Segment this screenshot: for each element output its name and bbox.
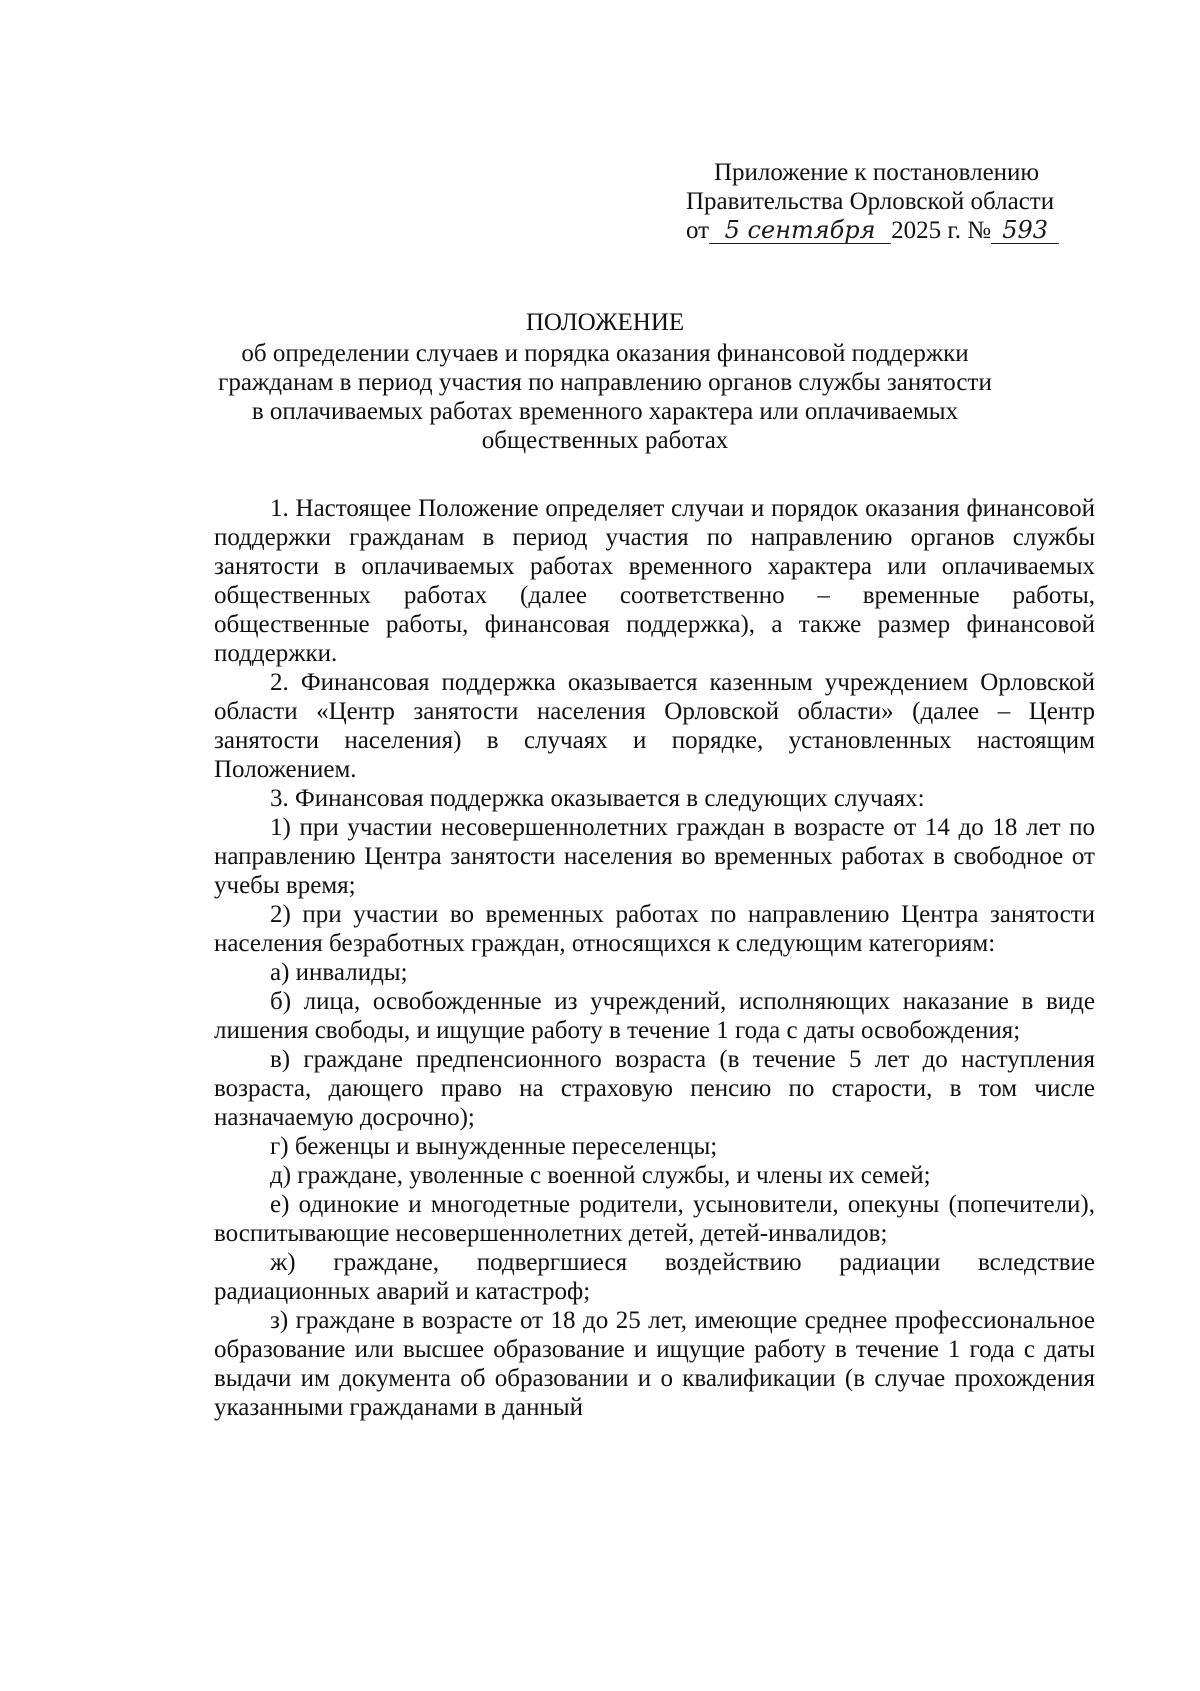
document-title-block bbox=[180, 308, 1030, 455]
appendix-line-1: Приложение к постановлению bbox=[714, 159, 1040, 186]
appendix-line-2: Правительства Орловской области bbox=[686, 188, 1055, 215]
list-item-z: з) граждане в возрасте от 18 до 25 лет, имеющие среднее профессиональное образование или высшее образование и ищущие работу в течение 1 года с даты выдачи им документа об образовании и о квалификации (в случае прохождения указанными гражданами в данный bbox=[214, 1307, 1095, 1421]
list-item-b: б) лица, освобожденные из учреждений, исполняющих наказание в виде лишения свободы, и ищущие работу в течение 1 года с даты освобождения; bbox=[214, 988, 1095, 1044]
appendix-prefix: от bbox=[686, 217, 710, 244]
list-item-zh: ж) граждане, подвергшиеся воздействию радиации вследствие радиационных аварий и катастроф; bbox=[214, 1249, 1095, 1305]
document-subtitle-line: об определении случаев и порядка оказания финансовой поддержки bbox=[241, 340, 969, 367]
paragraph-2: 2. Финансовая поддержка оказывается казенным учреждением Орловской области «Центр занятости населения Орловской области» (далее – Центр занятости населения) в случаях и порядке, установленных настоящим Положением. bbox=[214, 669, 1095, 783]
list-item-e: е) одинокие и многодетные родители, усыновители, опекуны (попечители), воспитывающие несовершеннолетних детей, детей-инвалидов; bbox=[214, 1191, 1095, 1247]
handwritten-number: 593 bbox=[991, 218, 1059, 244]
list-item-v: в) граждане предпенсионного возраста (в течение 5 лет до наступления возраста, дающего право на страховую пенсию по старости, в том числе назначаемую досрочно); bbox=[214, 1046, 1095, 1131]
list-item-3-1: 1) при участии несовершеннолетних граждан в возрасте от 14 до 18 лет по направлению Центра занятости населения во временных работах в свободное от учебы время; bbox=[214, 814, 1095, 899]
handwritten-date: 5 сентября bbox=[709, 218, 891, 244]
paragraph-1: 1. Настоящее Положение определяет случаи и порядок оказания финансовой поддержки гражданам в период участия по направлению органов службы занятости в оплачиваемых работах временного характера или оплачиваемых общественных работах (далее соответственно – временные работы, общественные работы, финансовая поддержка), а также размер финансовой поддержки. bbox=[214, 495, 1095, 667]
list-item-g: г) беженцы и вынужденные переселенцы; bbox=[270, 1133, 718, 1160]
document-subtitle-line: гражданам в период участия по направлению органов службы занятости bbox=[218, 369, 992, 396]
appendix-line-3 bbox=[686, 216, 1086, 245]
list-item-3-2: 2) при участии во временных работах по направлению Центра занятости населения безработных граждан, относящихся к следующим категориям: bbox=[214, 901, 1095, 957]
list-item-a: а) инвалиды; bbox=[270, 959, 408, 986]
document-body bbox=[214, 494, 1095, 1422]
appendix-header bbox=[686, 158, 1086, 245]
paragraph-3: 3. Финансовая поддержка оказывается в следующих случаях: bbox=[270, 785, 925, 812]
document-subtitle-line: общественных работах bbox=[481, 427, 729, 454]
appendix-year: 2025 г. № bbox=[891, 217, 992, 244]
document-title: ПОЛОЖЕНИЕ bbox=[525, 309, 685, 336]
document-subtitle-line: в оплачиваемых работах временного характера или оплачиваемых bbox=[251, 398, 959, 425]
list-item-d: д) граждане, уволенные с военной службы, и члены их семей; bbox=[270, 1162, 931, 1189]
